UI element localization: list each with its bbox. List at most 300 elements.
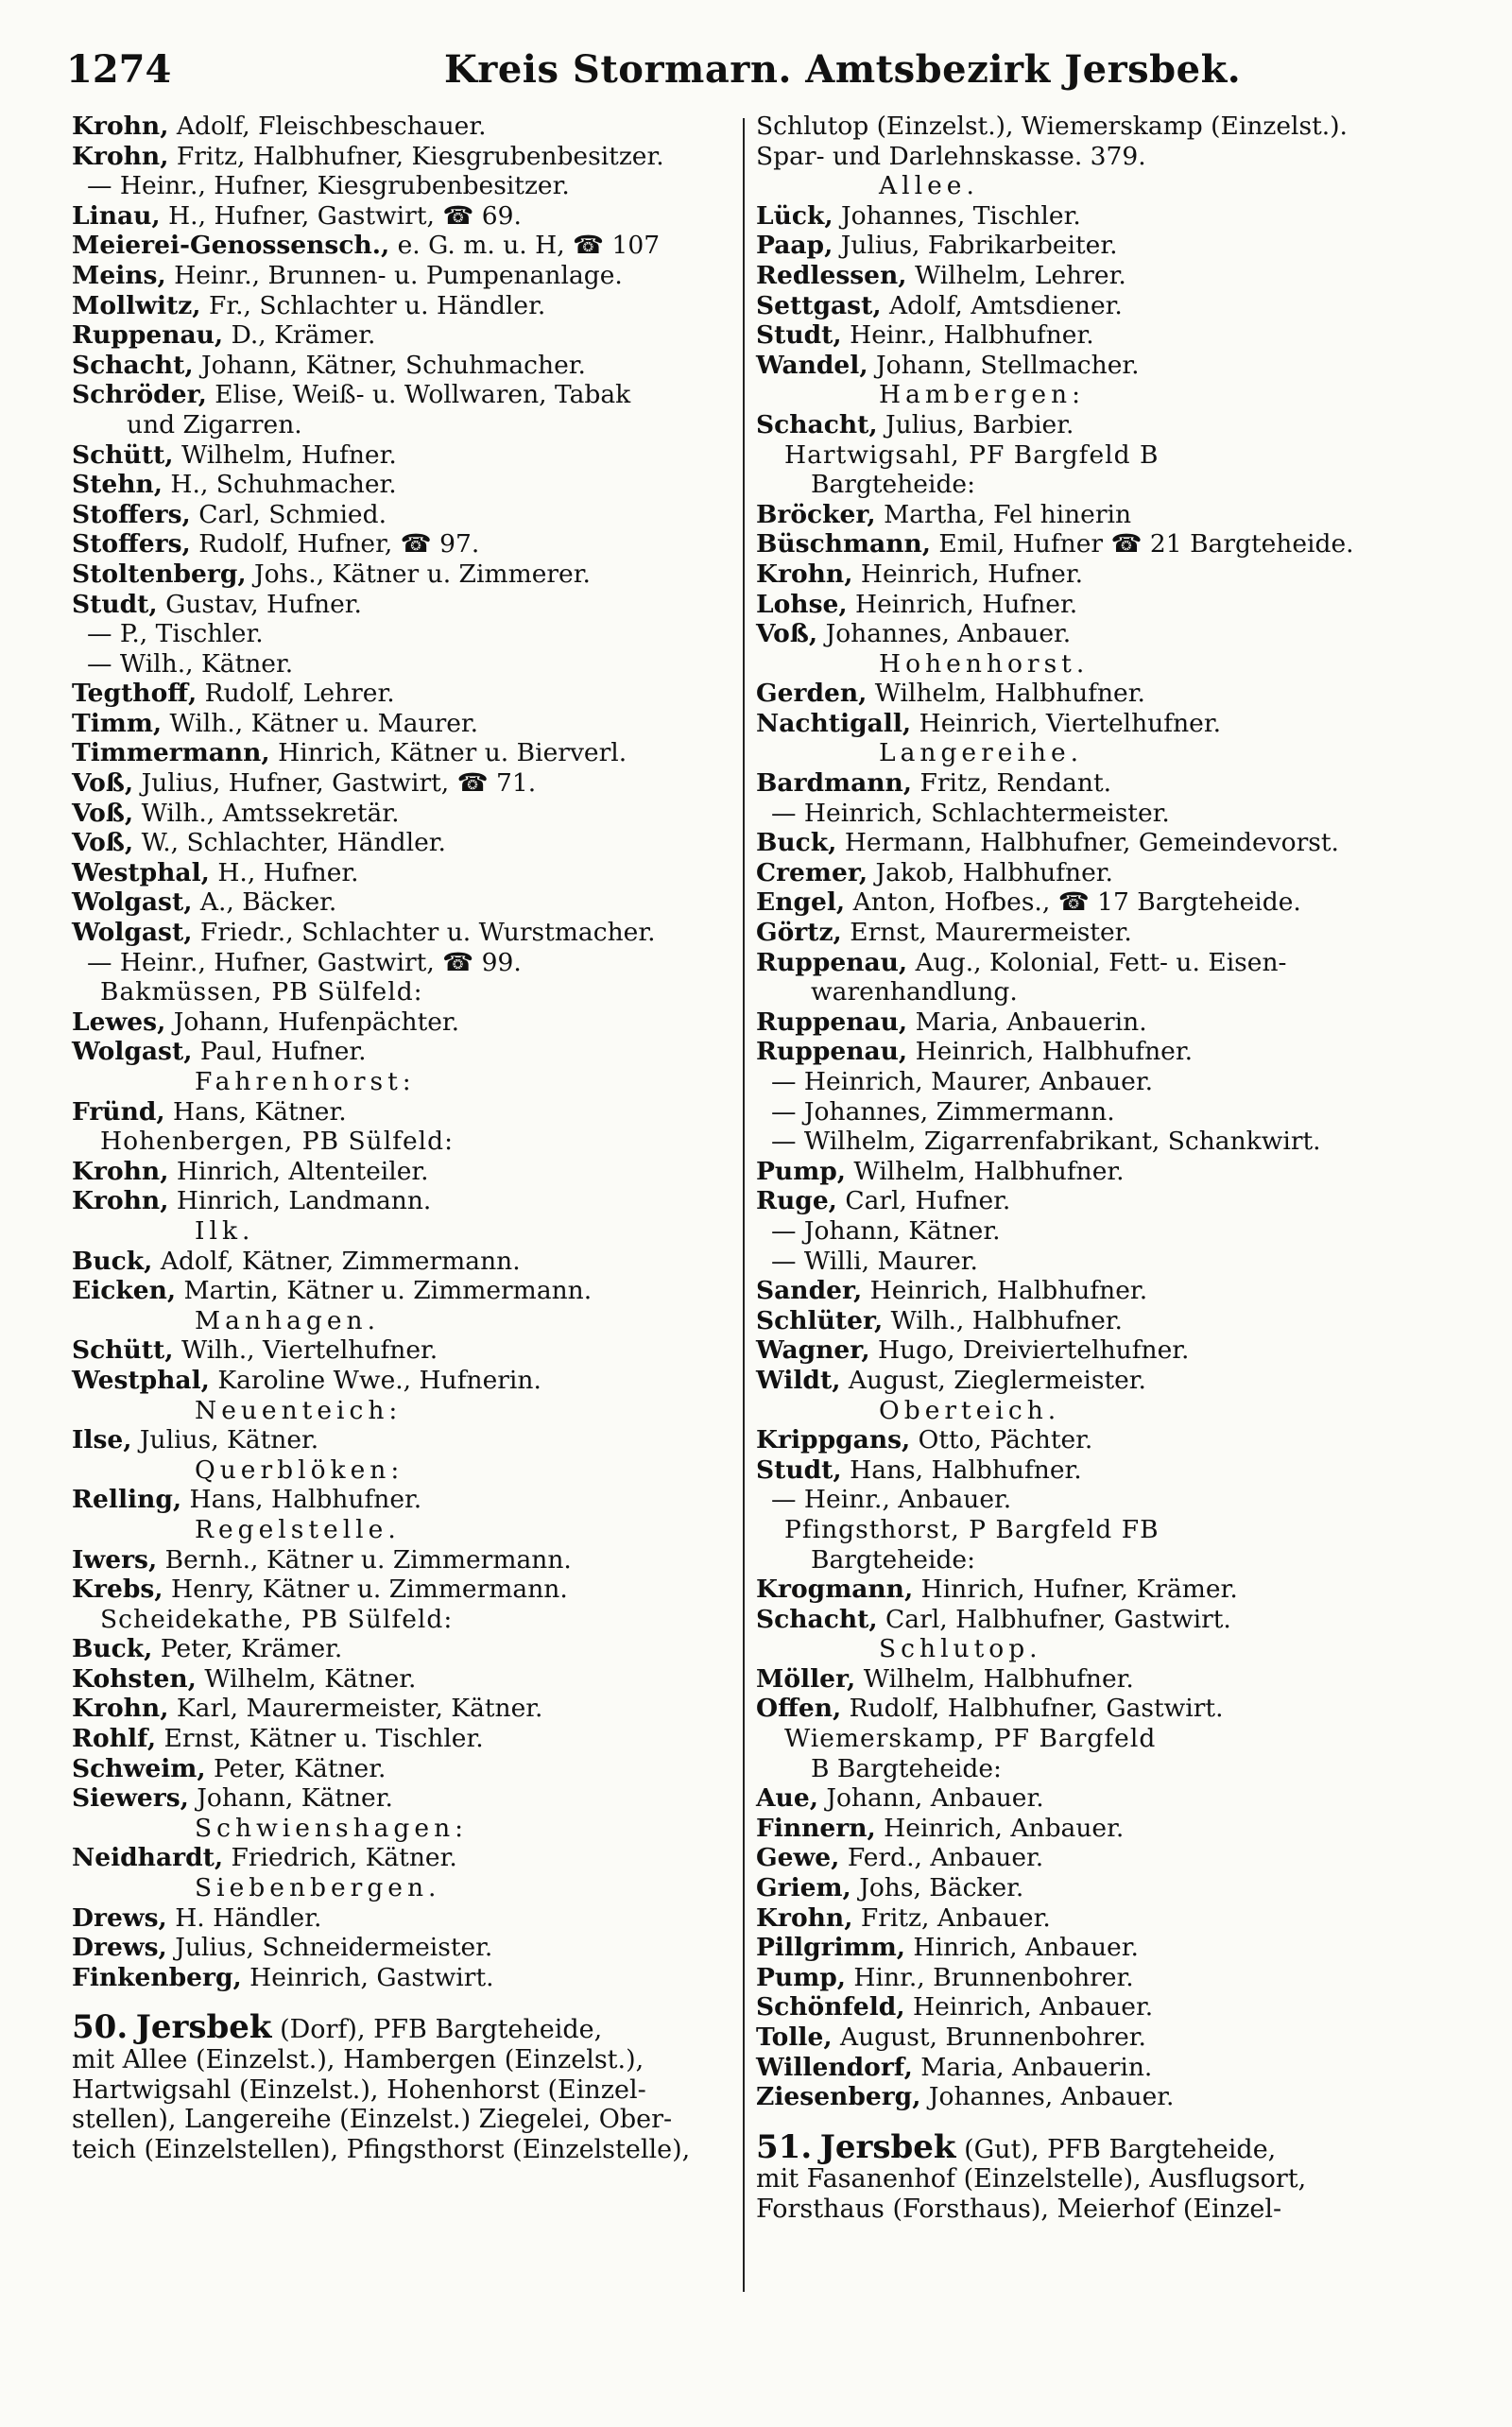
entry-continuation — [756, 1545, 1455, 1575]
directory-entry — [72, 1485, 733, 1515]
directory-entry — [756, 291, 1455, 321]
entry-details: Elise, Weiß- u. Wollwaren, Tabak — [206, 380, 631, 410]
directory-entry — [756, 858, 1455, 888]
entry-surname: Timm, — [72, 708, 163, 738]
entry-details: Heinrich, Viertelhufner. — [911, 708, 1222, 738]
entry-surname: Lohse, — [756, 589, 848, 619]
directory-entry — [756, 1605, 1455, 1635]
entry-details: Heinrich, Halbhufner. — [862, 1276, 1148, 1306]
entry-surname: Rohlf, — [72, 1724, 157, 1754]
entry-details: Heinrich, Hufner. — [852, 559, 1084, 589]
entry-surname: Krohn, — [72, 1694, 169, 1724]
directory-entry — [756, 828, 1455, 858]
page-header — [66, 40, 1446, 96]
entry-details: Rudolf, Hufner, ☎ 97. — [190, 529, 480, 559]
directory-entry — [756, 1425, 1455, 1455]
directory-entry — [72, 351, 733, 381]
directory-entry — [72, 1634, 733, 1664]
directory-entry — [72, 1963, 733, 1993]
entry-details: Heinrich, Gastwirt. — [241, 1962, 494, 1992]
entry-surname: Schlüter, — [756, 1305, 884, 1335]
entry-surname: Schütt, — [72, 1335, 174, 1366]
entry-surname: Krippgans, — [756, 1425, 911, 1455]
entry-details: Hinrich, Anbauer. — [905, 1933, 1139, 1963]
entry-details: Johs., Kätner u. Zimmerer. — [246, 559, 591, 589]
directory-entry — [72, 768, 733, 799]
directory-entry — [756, 1963, 1455, 1993]
directory-entry — [756, 1903, 1455, 1934]
entry-surname: Nachtigall, — [756, 708, 912, 738]
locality-heading: Wiemerskamp, PF Bargfeld — [784, 1724, 1157, 1754]
entry-details: Johann, Kätner, Schuhmacher. — [193, 350, 586, 380]
entry-details: Johann, Kätner. — [188, 1783, 393, 1814]
locality-heading: Querblöken: — [195, 1454, 404, 1485]
directory-entry — [72, 320, 733, 351]
entry-continuation — [72, 410, 733, 440]
directory-entry — [72, 1575, 733, 1605]
entry-surname: Schacht, — [756, 409, 878, 439]
entry-surname: Buck, — [72, 1634, 153, 1664]
entry-details: Friedr., Schlachter u. Wurstmacher. — [192, 918, 656, 948]
directory-entry — [72, 1754, 733, 1784]
directory-entry — [72, 500, 733, 530]
entry-details: Karl, Maurermeister, Kätner. — [168, 1694, 543, 1724]
directory-entry — [756, 1992, 1455, 2022]
entry-details: — Heinr., Anbauer. — [771, 1485, 1012, 1515]
entry-details: Wilhelm, Halbhufner. — [855, 1663, 1134, 1694]
entry-details: Bernh., Kätner u. Zimmermann. — [157, 1544, 572, 1575]
entry-details: Bargteheide: — [811, 1544, 976, 1575]
entry-details: warenhandlung. — [811, 977, 1018, 1007]
page-number: 1274 — [66, 47, 172, 92]
entry-surname: Krogmann, — [756, 1575, 914, 1605]
entry-details: Ernst, Kätner u. Tischler. — [156, 1724, 484, 1754]
entry-details: — Heinrich, Schlachtermeister. — [771, 798, 1170, 828]
directory-entry — [72, 1425, 733, 1455]
entry-details: Wilhelm, Hufner. — [173, 439, 397, 470]
entry-surname: Engel, — [756, 887, 846, 918]
locality-heading: Ilk. — [195, 1215, 255, 1246]
entry-details: Hans, Halbhufner. — [841, 1454, 1082, 1485]
directory-entry — [72, 261, 733, 291]
directory-entry — [72, 142, 733, 172]
entry-details: Wilh., Amtssekretär. — [133, 798, 400, 828]
entry-details: — Wilhelm, Zigarrenfabrikant, Schankwirt. — [771, 1127, 1321, 1157]
entry-details: Rudolf, Halbhufner, Gastwirt. — [841, 1694, 1224, 1724]
entry-details: Aug., Kolonial, Fett- u. Eisen- — [907, 947, 1287, 977]
entry-details: A., Bäcker. — [192, 887, 337, 918]
entry-details: Julius, Schneidermeister. — [166, 1933, 493, 1963]
directory-entry — [756, 1694, 1455, 1724]
column-divider — [743, 118, 745, 2292]
entry-details: Adolf, Amtsdiener. — [881, 290, 1123, 320]
entry-details: Martha, Fel hinerin — [875, 499, 1132, 529]
directory-entry — [72, 619, 733, 649]
directory-entry — [756, 1306, 1455, 1336]
entry-surname: Ruge, — [756, 1186, 837, 1216]
entry-surname: Schütt, — [72, 439, 174, 470]
entry-surname: Finkenberg, — [72, 1962, 242, 1992]
entry-details: Friedrich, Kätner. — [223, 1843, 457, 1873]
entry-surname: Fründ, — [72, 1096, 165, 1127]
directory-entry — [756, 2082, 1455, 2112]
entry-surname: Lewes, — [72, 1007, 166, 1037]
entry-details: B Bargteheide: — [811, 1753, 1002, 1783]
entry-details: Johann, Hufenpächter. — [165, 1007, 460, 1037]
entry-continuation — [756, 470, 1455, 500]
directory-entry — [756, 142, 1455, 172]
entry-surname: Voß, — [72, 798, 134, 828]
entry-details: Fr., Schlachter u. Händler. — [200, 290, 546, 320]
entry-surname: Stehn, — [72, 470, 163, 500]
entry-surname: Neidhardt, — [72, 1843, 224, 1873]
entry-details: Rudolf, Lehrer. — [197, 679, 395, 709]
left-section-heading — [72, 2008, 733, 2164]
entry-details: H., Schuhmacher. — [163, 470, 397, 500]
directory-entry — [756, 1664, 1455, 1695]
entry-details: Ferd., Anbauer. — [839, 1843, 1044, 1873]
entry-details: Fritz, Rendant. — [912, 768, 1112, 799]
entry-details: Johann, Anbauer. — [817, 1783, 1044, 1814]
entry-details: Spar- und Darlehnskasse. 379. — [756, 141, 1146, 171]
entry-surname: Möller, — [756, 1663, 856, 1694]
entry-surname: Schweim, — [72, 1753, 206, 1783]
entry-surname: Offen, — [756, 1694, 842, 1724]
entry-surname: Ilse, — [72, 1425, 132, 1455]
directory-entry — [756, 1933, 1455, 1963]
entry-details: — P., Tischler. — [87, 619, 264, 649]
directory-entry — [72, 231, 733, 261]
directory-entry — [756, 559, 1455, 590]
directory-entry — [72, 679, 733, 709]
entry-details: Heinrich, Halbhufner. — [907, 1037, 1194, 1067]
entry-surname: Tolle, — [756, 2022, 833, 2052]
entry-details: August, Zieglermeister. — [840, 1365, 1146, 1395]
entry-details: — Johann, Kätner. — [771, 1215, 1001, 1246]
directory-entry — [756, 1216, 1455, 1247]
section-line: Forsthaus (Forsthaus), Meierhof (Einzel- — [756, 2194, 1282, 2224]
entry-details: August, Brunnenbohrer. — [832, 2022, 1146, 2052]
entry-details: Adolf, Fleischbeschauer. — [168, 112, 487, 141]
entry-details: Wilh., Kätner u. Maurer. — [162, 708, 479, 738]
entry-details: Jakob, Halbhufner. — [868, 857, 1113, 887]
directory-entry — [756, 1157, 1455, 1187]
locality-heading: Pfingsthorst, P Bargfeld FB — [784, 1514, 1160, 1544]
entry-surname: Drews, — [72, 1933, 167, 1963]
directory-entry — [756, 1873, 1455, 1903]
directory-entry — [756, 887, 1455, 918]
entry-details: Hugo, Dreiviertelhufner. — [869, 1335, 1190, 1366]
directory-entry — [756, 1127, 1455, 1157]
entry-surname: Westphal, — [72, 1365, 210, 1395]
entry-details: Heinr., Brunnen- u. Pumpenanlage. — [165, 260, 623, 290]
entry-surname: Siewers, — [72, 1783, 189, 1814]
section-line: teich (Einzelstellen), Pfingsthorst (Einzelstelle), — [72, 2134, 691, 2164]
entry-details: Paul, Hufner. — [192, 1037, 367, 1067]
entry-surname: Voß, — [756, 619, 818, 649]
locality-heading: Manhagen. — [195, 1305, 381, 1335]
directory-entry — [72, 1843, 733, 1873]
section-place: Jersbek — [135, 2008, 272, 2047]
right-section-heading — [756, 2127, 1455, 2225]
entry-details: Fritz, Halbhufner, Kiesgrubenbesitzer. — [168, 141, 664, 171]
directory-entry — [72, 470, 733, 500]
directory-entry — [72, 380, 733, 410]
directory-entry — [756, 1067, 1455, 1097]
entry-details: Hinrich, Altenteiler. — [168, 1156, 429, 1186]
section-line: mit Allee (Einzelst.), Hambergen (Einzelst.), — [72, 2045, 644, 2074]
entry-details: Hermann, Halbhufner, Gemeindevorst. — [836, 828, 1339, 858]
directory-entry — [72, 291, 733, 321]
directory-entry — [756, 590, 1455, 620]
directory-entry — [756, 1366, 1455, 1396]
entry-details: Carl, Halbhufner, Gastwirt. — [877, 1604, 1231, 1634]
left-column — [72, 112, 733, 2164]
directory-entry — [72, 1724, 733, 1754]
directory-entry — [756, 948, 1455, 978]
entry-surname: Sander, — [756, 1276, 863, 1306]
entry-details: Wilhelm, Lehrer. — [906, 260, 1126, 290]
entry-surname: Pump, — [756, 1962, 846, 1992]
entry-details: Hinr., Brunnenbohrer. — [846, 1962, 1134, 1992]
entry-details: Johannes, Anbauer. — [920, 2082, 1175, 2112]
section-line: (Gut), PFB Bargteheide, — [955, 2134, 1277, 2164]
entry-surname: Wildt, — [756, 1365, 841, 1395]
entry-surname: Schönfeld, — [756, 1992, 905, 2022]
entry-details: Heinrich, Anbauer. — [904, 1992, 1154, 2022]
entry-details: Heinr., Halbhufner. — [841, 320, 1094, 351]
directory-entry — [72, 1335, 733, 1366]
directory-entry — [72, 1097, 733, 1127]
entry-details: W., Schlachter, Händler. — [133, 828, 446, 858]
entry-surname: Settgast, — [756, 290, 882, 320]
directory-entry — [72, 201, 733, 232]
directory-entry — [756, 1276, 1455, 1306]
entry-surname: Finnern, — [756, 1813, 876, 1843]
entry-details: Hans, Halbhufner. — [181, 1485, 422, 1515]
entry-surname: Linau, — [72, 200, 161, 231]
directory-entry — [72, 1186, 733, 1216]
directory-entry — [756, 2053, 1455, 2083]
entry-surname: Krohn, — [72, 1186, 169, 1216]
locality-heading: Scheidekathe, PB Sülfeld: — [100, 1604, 454, 1634]
entry-details: Carl, Schmied. — [190, 499, 387, 529]
entry-surname: Pump, — [756, 1156, 846, 1186]
entry-surname: Willendorf, — [756, 2052, 913, 2082]
directory-entry — [72, 590, 733, 620]
section-line: mit Fasanenhof (Einzelstelle), Ausflugsort, — [756, 2164, 1307, 2195]
directory-entry — [756, 619, 1455, 649]
entry-details: Maria, Anbauerin. — [907, 1007, 1147, 1037]
entry-details: H., Hufner. — [209, 857, 359, 887]
locality-heading: Bakmüssen, PB Sülfeld: — [100, 977, 423, 1007]
entry-details: Heinrich, Anbauer. — [875, 1813, 1125, 1843]
entry-details: — Wilh., Kätner. — [87, 648, 294, 679]
directory-entry — [72, 858, 733, 888]
entry-surname: Lück, — [756, 200, 833, 231]
entry-details: Hinrich, Landmann. — [168, 1186, 432, 1216]
locality-heading: Hohenbergen, PB Sülfeld: — [100, 1127, 455, 1157]
entry-surname: Studt, — [756, 1454, 842, 1485]
entry-surname: Mollwitz, — [72, 290, 201, 320]
entry-details: Martin, Kätner u. Zimmermann. — [176, 1276, 593, 1306]
entry-details: Bargteheide: — [811, 470, 976, 500]
directory-entry — [756, 351, 1455, 381]
entry-details: Johannes, Tischler. — [833, 200, 1081, 231]
entry-details: Fritz, Anbauer. — [852, 1902, 1051, 1933]
directory-entry — [72, 948, 733, 978]
entry-surname: Krohn, — [756, 1902, 853, 1933]
entry-surname: Stoffers, — [72, 529, 191, 559]
entry-details: Henry, Kätner u. Zimmermann. — [163, 1575, 568, 1605]
section-line: stellen), Langereihe (Einzelst.) Ziegelei, Ober- — [72, 2105, 673, 2135]
directory-entry — [72, 1903, 733, 1934]
directory-entry — [756, 1485, 1455, 1515]
entry-surname: Wagner, — [756, 1335, 870, 1366]
entry-surname: Schacht, — [72, 350, 194, 380]
entry-surname: Voß, — [72, 828, 134, 858]
directory-entry — [72, 799, 733, 829]
directory-entry — [756, 1335, 1455, 1366]
directory-entry — [756, 768, 1455, 799]
entry-surname: Krohn, — [72, 112, 169, 141]
entry-surname: Pillgrimm, — [756, 1933, 905, 1963]
entry-surname: Schacht, — [756, 1604, 878, 1634]
directory-entry — [756, 320, 1455, 351]
directory-entry — [756, 410, 1455, 440]
entry-surname: Tegthoff, — [72, 679, 198, 709]
entry-details: D., Krämer. — [223, 320, 376, 351]
entry-details: — Heinr., Hufner, Gastwirt, ☎ 99. — [87, 947, 522, 977]
directory-entry — [72, 1933, 733, 1963]
directory-entry — [756, 112, 1455, 142]
entry-surname: Krohn, — [72, 141, 169, 171]
left-entry-list — [72, 112, 733, 1992]
directory-entry — [756, 529, 1455, 559]
directory-entry — [756, 709, 1455, 739]
entry-details: Wilh., Halbhufner. — [883, 1305, 1123, 1335]
entry-surname: Wolgast, — [72, 918, 193, 948]
entry-details: Julius, Barbier. — [877, 409, 1074, 439]
directory-entry — [756, 799, 1455, 829]
entry-surname: Buck, — [72, 1246, 153, 1276]
directory-entry — [72, 171, 733, 201]
directory-entry — [72, 1247, 733, 1277]
entry-surname: Stoltenberg, — [72, 559, 247, 589]
directory-entry — [72, 1157, 733, 1187]
directory-entry — [756, 1007, 1455, 1038]
entry-surname: Wolgast, — [72, 887, 193, 918]
entry-surname: Bardmann, — [756, 768, 913, 799]
entry-surname: Westphal, — [72, 857, 210, 887]
directory-entry — [756, 1455, 1455, 1486]
entry-details: H. Händler. — [166, 1902, 322, 1933]
entry-surname: Studt, — [756, 320, 842, 351]
directory-entry — [72, 1545, 733, 1575]
section-place: Jersbek — [819, 2127, 956, 2166]
entry-details: Gustav, Hufner. — [157, 589, 362, 619]
locality-heading: Schlutop. — [879, 1634, 1042, 1664]
locality-heading: Siebenbergen. — [195, 1873, 441, 1903]
entry-details: Wilhelm, Kätner. — [196, 1663, 417, 1694]
entry-details: Karoline Wwe., Hufnerin. — [209, 1365, 541, 1395]
entry-details: Anton, Hofbes., ☎ 17 Bargteheide. — [845, 887, 1301, 918]
entry-details: Johann, Stellmacher. — [868, 350, 1140, 380]
entry-surname: Krebs, — [72, 1575, 163, 1605]
entry-details: Carl, Hufner. — [836, 1186, 1011, 1216]
entry-surname: Timmermann, — [72, 738, 270, 768]
entry-surname: Redlessen, — [756, 260, 907, 290]
entry-details: — Willi, Maurer. — [771, 1246, 978, 1276]
directory-entry — [72, 1007, 733, 1038]
directory-entry — [756, 1186, 1455, 1216]
entry-details: Wilhelm, Halbhufner. — [867, 679, 1145, 709]
entry-details: H., Hufner, Gastwirt, ☎ 69. — [160, 200, 522, 231]
directory-entry — [756, 1037, 1455, 1067]
right-entry-list — [756, 112, 1455, 2112]
entry-details: Heinrich, Hufner. — [847, 589, 1078, 619]
entry-details: Julius, Hufner, Gastwirt, ☎ 71. — [133, 768, 537, 799]
section-line: Hartwigsahl (Einzelst.), Hohenhorst (Einzel- — [72, 2074, 646, 2105]
directory-entry — [756, 201, 1455, 232]
entry-details: Maria, Anbauerin. — [912, 2052, 1153, 2082]
directory-entry — [72, 738, 733, 768]
directory-entry — [72, 1694, 733, 1724]
directory-entry — [756, 500, 1455, 530]
entry-surname: Görtz, — [756, 918, 842, 948]
entry-surname: Buck, — [756, 828, 837, 858]
entry-details: Julius, Kätner. — [131, 1425, 319, 1455]
locality-heading: Hambergen: — [879, 380, 1085, 410]
section-line: (Dorf), PFB Bargteheide, — [271, 2015, 603, 2045]
entry-details: Johs, Bäcker. — [850, 1873, 1024, 1903]
entry-details: — Heinr., Hufner, Kiesgrubenbesitzer. — [87, 171, 570, 201]
locality-heading: Neuenteich: — [195, 1395, 403, 1425]
directory-entry — [756, 1575, 1455, 1605]
entry-surname: Wandel, — [756, 350, 868, 380]
entry-details: Hinrich, Kätner u. Bierverl. — [269, 738, 627, 768]
directory-entry — [72, 1783, 733, 1814]
directory-entry — [72, 1276, 733, 1306]
locality-heading: Regelstelle. — [195, 1514, 401, 1544]
entry-surname: Paap, — [756, 231, 833, 261]
entry-details: — Heinrich, Maurer, Anbauer. — [771, 1067, 1154, 1096]
entry-surname: Ruppenau, — [756, 1037, 908, 1067]
entry-surname: Griem, — [756, 1873, 851, 1903]
directory-entry — [72, 440, 733, 471]
directory-entry — [72, 1664, 733, 1695]
entry-surname: Wolgast, — [72, 1037, 193, 1067]
directory-entry — [756, 1097, 1455, 1127]
entry-surname: Drews, — [72, 1902, 167, 1933]
entry-surname: Meierei-Genossensch., — [72, 231, 390, 261]
entry-details: Wilh., Viertelhufner. — [173, 1335, 438, 1366]
directory-entry — [72, 649, 733, 680]
right-column — [756, 112, 1455, 2225]
directory-entry — [72, 709, 733, 739]
directory-entry — [756, 1814, 1455, 1844]
entry-surname: Voß, — [72, 768, 134, 799]
directory-entry — [72, 112, 733, 142]
entry-surname: Meins, — [72, 260, 166, 290]
entry-surname: Ruppenau, — [756, 947, 908, 977]
locality-heading: Allee. — [879, 171, 979, 201]
entry-details: Julius, Fabrikarbeiter. — [833, 231, 1118, 261]
directory-entry — [756, 918, 1455, 948]
entry-details: Emil, Hufner ☎ 21 Bargteheide. — [930, 529, 1354, 559]
entry-surname: Krohn, — [756, 559, 853, 589]
entry-surname: Gerden, — [756, 679, 868, 709]
